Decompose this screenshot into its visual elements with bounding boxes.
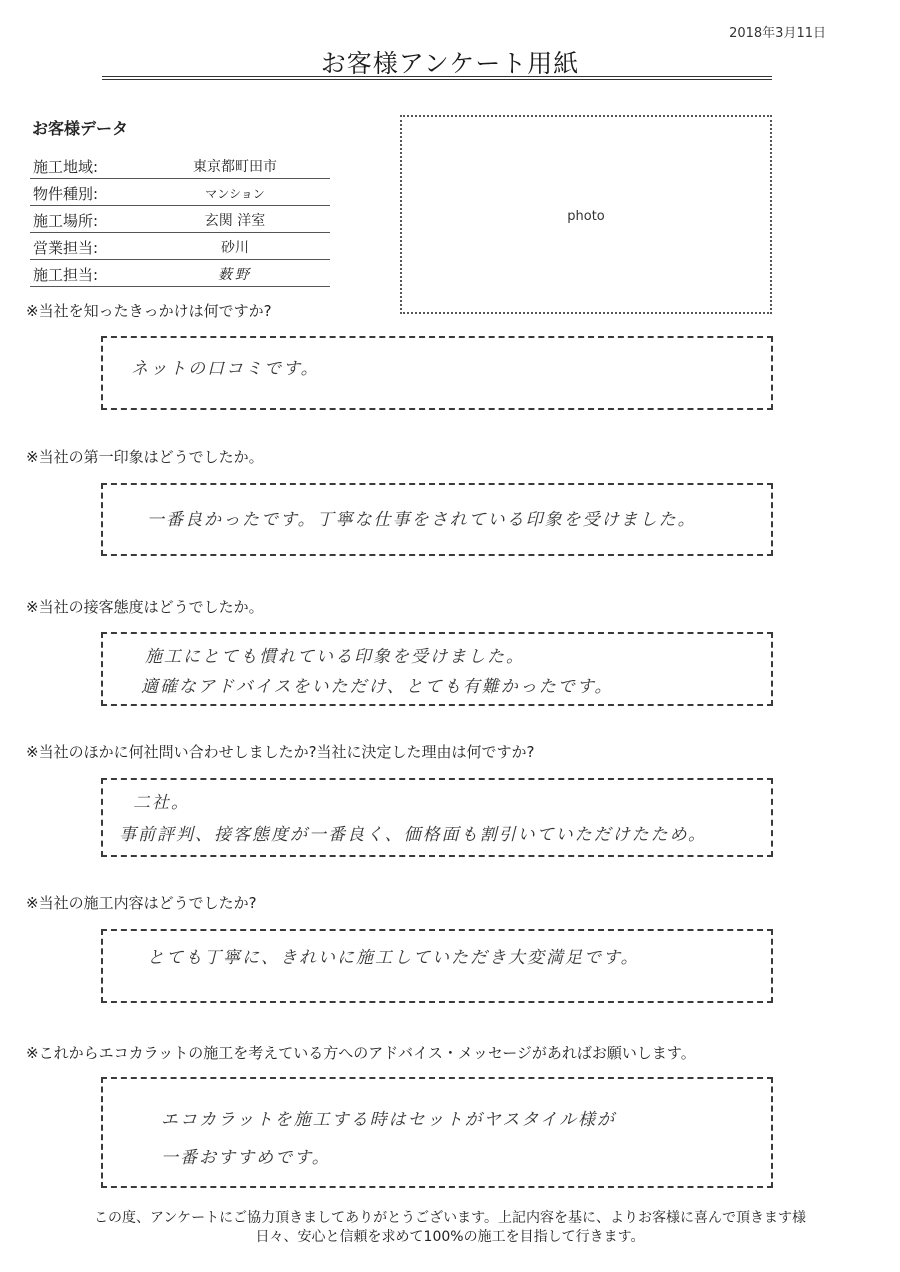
data-row-sales-rep (30, 233, 330, 260)
answer-text-line-1: 施工にとても慣れている印象を受けました。 (145, 647, 525, 667)
footer-message-line-2: 日々、安心と信頼を求めて100%の施工を目指して行きます。 (255, 1229, 645, 1245)
answer-box-3 (101, 632, 773, 706)
data-label: 物件種別: (33, 185, 99, 203)
data-value: 東京都町田市 (193, 159, 277, 175)
answer-text: 一番良かったです。丁寧な仕事をされている印象を受けました。 (147, 510, 697, 530)
answer-box-2 (101, 483, 773, 556)
data-value: 玄関 洋室 (204, 213, 266, 229)
question-4: ※当社のほかに何社問い合わせしましたか?当社に決定した理由は何ですか? (26, 743, 535, 761)
data-row-installer (30, 260, 330, 287)
footer-message-line-1: この度、アンケートにご協力頂きましてありがとうございます。上記内容を基に、よりお客様に喜んで頂きます様 (93, 1210, 807, 1226)
data-row-property-type (30, 179, 330, 206)
question-6: ※これからエコカラットの施工を考えている方へのアドバイス・メッセージがあればお願いします。 (26, 1044, 696, 1062)
data-label: 施工担当: (33, 266, 99, 284)
data-label: 施工場所: (33, 212, 99, 230)
answer-text-line-2: 一番おすすめです。 (161, 1148, 331, 1168)
question-1: ※当社を知ったきっかけは何ですか? (26, 302, 272, 320)
data-label: 営業担当: (33, 239, 99, 257)
data-label: 施工地域: (33, 158, 99, 176)
data-row-area (30, 152, 330, 179)
question-5: ※当社の施工内容はどうでしたか? (26, 894, 257, 912)
answer-text-line-1: エコカラットを施工する時はセットがヤスタイル様が (161, 1110, 616, 1130)
data-value: マンション (205, 187, 265, 201)
question-3: ※当社の接客態度はどうでしたか。 (26, 598, 264, 616)
answer-text: とても丁寧に、きれいに施工していただき大変満足です。 (147, 948, 640, 968)
survey-date: 2018年3月11日 (729, 26, 826, 41)
customer-data-heading: お客様データ (32, 119, 129, 138)
photo-placeholder (400, 115, 772, 314)
answer-text-line-1: 二社。 (133, 793, 190, 813)
question-2: ※当社の第一印象はどうでしたか。 (26, 448, 264, 466)
answer-text: ネットの口コミです。 (131, 359, 320, 379)
title-underline (102, 76, 772, 80)
answer-text-line-2: 事前評判、接客態度が一番良く、価格面も割引いていただけたため。 (119, 825, 707, 845)
data-row-location (30, 206, 330, 233)
page-title: お客様アンケート用紙 (320, 49, 580, 78)
customer-data-table (30, 152, 330, 287)
answer-box-6 (101, 1077, 773, 1188)
answer-text-line-2: 適確なアドバイスをいただけ、とても有難かったです。 (141, 677, 614, 697)
answer-box-4 (101, 778, 773, 857)
answer-box-5 (101, 929, 773, 1003)
data-value: 砂川 (221, 240, 249, 256)
data-value-handwritten: 薮野 (218, 267, 252, 283)
photo-label: photo (567, 209, 605, 224)
answer-box-1 (101, 336, 773, 410)
